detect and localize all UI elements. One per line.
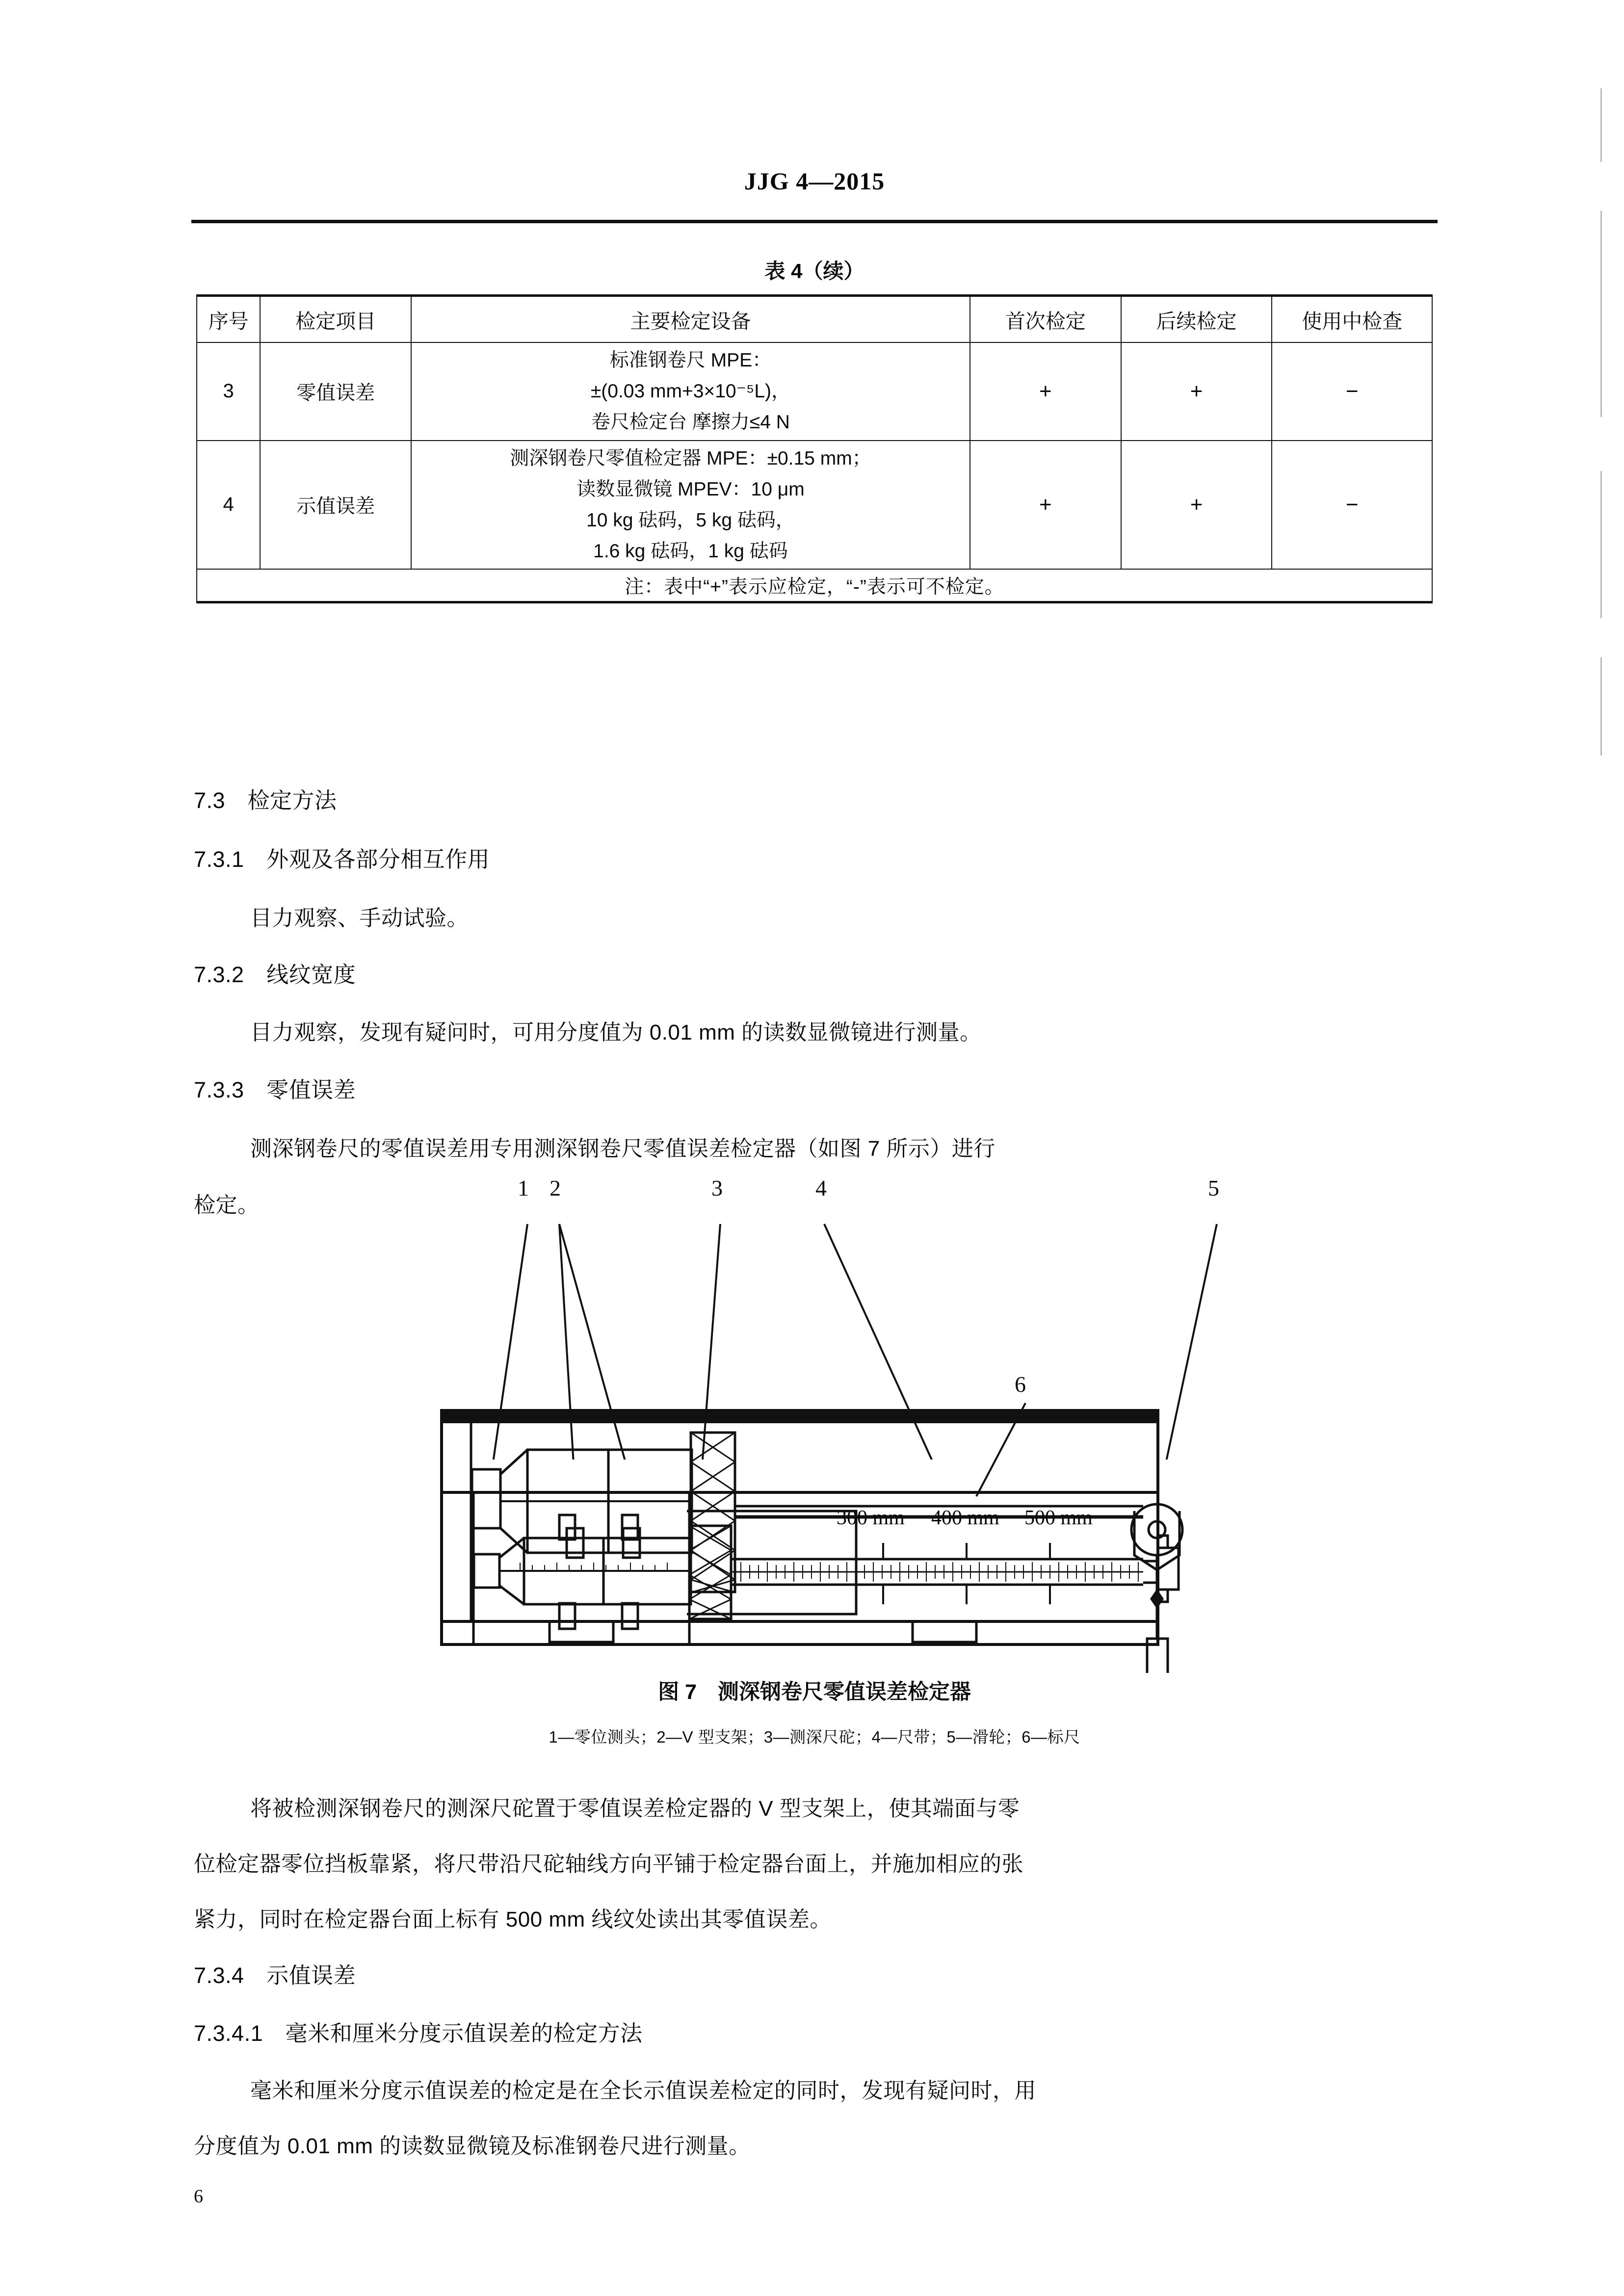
page-header	[191, 167, 1438, 195]
equipment-line: 标准钢卷尺 MPE：	[609, 350, 772, 371]
cell-subsequent-verification: +	[1121, 342, 1272, 441]
figure-legend: 1—零位测头；2—V 型支架；3—测深尺砣；4—尺带；5—滑轮；6—标尺	[549, 1728, 1080, 1746]
scan-artifact	[1600, 657, 1602, 756]
scan-artifact	[1600, 471, 1602, 618]
table-header-row	[197, 296, 1432, 343]
section-heading-7-3-3: 7.3.3 零值误差	[194, 1077, 356, 1102]
inspection-table	[196, 294, 1433, 603]
scale-label-500mm: 500 mm	[1024, 1507, 1093, 1529]
figure-caption: 图 7 测深钢卷尺零值误差检定器	[658, 1680, 971, 1704]
cell-first-verification: +	[970, 441, 1121, 570]
section-body-7-3-4-1-line-2: 分度值为 0.01 mm 的读数显微镜及标准钢卷尺进行测量。	[194, 2134, 751, 2158]
cell-equipment	[411, 342, 970, 441]
cell-subsequent-verification: +	[1121, 441, 1272, 570]
equipment-line: 读数显微镜 MPEV：10 μm	[576, 478, 805, 500]
cell-item: 示值误差	[260, 441, 411, 570]
table-note-row	[197, 569, 1432, 602]
figure-7-callout-leader-6	[0, 1383, 1624, 1531]
section-heading-7-3-2: 7.3.2 线纹宽度	[194, 962, 356, 987]
standard-code: JJG 4—2015	[744, 167, 885, 195]
figure-callout-4: 4	[815, 1175, 827, 1200]
section-heading-7-3-4: 7.3.4 示值误差	[194, 1963, 356, 1988]
figure-7	[0, 1168, 1624, 1776]
paragraph-7-3-3-line-1: 将被检测深钢卷尺的测深尺砣置于零值误差检定器的 V 型支架上，使其端面与零	[250, 1797, 1020, 1821]
section-body-7-3-3-line-1: 测深钢卷尺的零值误差用专用测深钢卷尺零值误差检定器（如图 7 所示）进行	[250, 1137, 995, 1161]
scale-label-400mm: 400 mm	[931, 1507, 999, 1529]
table-note: 注：表中“+”表示应检定，“-”表示可不检定。	[197, 569, 1432, 602]
section-heading-7-3-1: 7.3.1 外观及各部分相互作用	[194, 847, 490, 872]
section-body-7-3-3-line-2: 检定。	[194, 1193, 260, 1217]
col-header-in-use: 使用中检查	[1272, 296, 1432, 343]
scan-artifact	[1600, 88, 1602, 162]
section-body-7-3-2: 目力观察，发现有疑问时，可用分度值为 0.01 mm 的读数显微镜进行测量。	[250, 1020, 982, 1044]
equipment-line: 10 kg 砝码，5 kg 砝码，	[586, 509, 795, 531]
figure-callout-3: 3	[711, 1175, 723, 1200]
col-header-equipment: 主要检定设备	[411, 296, 970, 343]
col-header-subsequent: 后续检定	[1121, 296, 1272, 343]
section-body-7-3-1: 目力观察、手动试验。	[250, 906, 469, 930]
cell-in-use-inspection: −	[1272, 342, 1432, 441]
table-caption: 表 4（续）	[764, 260, 864, 283]
figure-callout-6: 6	[1015, 1372, 1026, 1397]
cell-equipment	[411, 441, 970, 570]
col-header-seq: 序号	[197, 296, 260, 343]
section-heading-7-3-4-1: 7.3.4.1 毫米和厘米分度示值误差的检定方法	[194, 2021, 643, 2046]
paragraph-7-3-3-line-3: 紧力，同时在检定器台面上标有 500 mm 线纹处读出其零值误差。	[194, 1907, 832, 1931]
equipment-line: 卷尺检定台 摩擦力≤4 N	[591, 412, 790, 433]
figure-callout-5: 5	[1208, 1175, 1219, 1200]
section-heading-7-3: 7.3 检定方法	[194, 788, 337, 813]
table-row	[197, 342, 1432, 441]
paragraph-7-3-3-line-2: 位检定器零位挡板靠紧，将尺带沿尺砣轴线方向平铺于检定器台面上，并施加相应的张	[194, 1852, 1023, 1876]
scan-artifact	[1600, 211, 1602, 417]
col-header-item: 检定项目	[260, 296, 411, 343]
section-body-7-3-4-1-line-1: 毫米和厘米分度示值误差的检定是在全长示值误差检定的同时，发现有疑问时，用	[250, 2079, 1036, 2103]
scale-label-300mm: 300 mm	[837, 1507, 905, 1529]
figure-callout-1: 1	[518, 1175, 529, 1200]
cell-first-verification: +	[970, 342, 1121, 441]
cell-in-use-inspection: −	[1272, 441, 1432, 570]
equipment-line: 测深钢卷尺零值检定器 MPE：±0.15 mm；	[510, 447, 871, 469]
equipment-line: ±(0.03 mm+3×10⁻⁵L)，	[590, 381, 791, 402]
table-row	[197, 441, 1432, 570]
cell-item: 零值误差	[260, 342, 411, 441]
header-rule	[191, 220, 1438, 223]
col-header-first: 首次检定	[970, 296, 1121, 343]
equipment-line: 1.6 kg 砝码，1 kg 砝码	[593, 541, 788, 562]
table-4-continued	[196, 294, 1433, 603]
figure-callout-2: 2	[550, 1175, 561, 1200]
cell-seq: 3	[197, 342, 260, 441]
page-number: 6	[194, 2186, 203, 2207]
cell-seq: 4	[197, 441, 260, 570]
